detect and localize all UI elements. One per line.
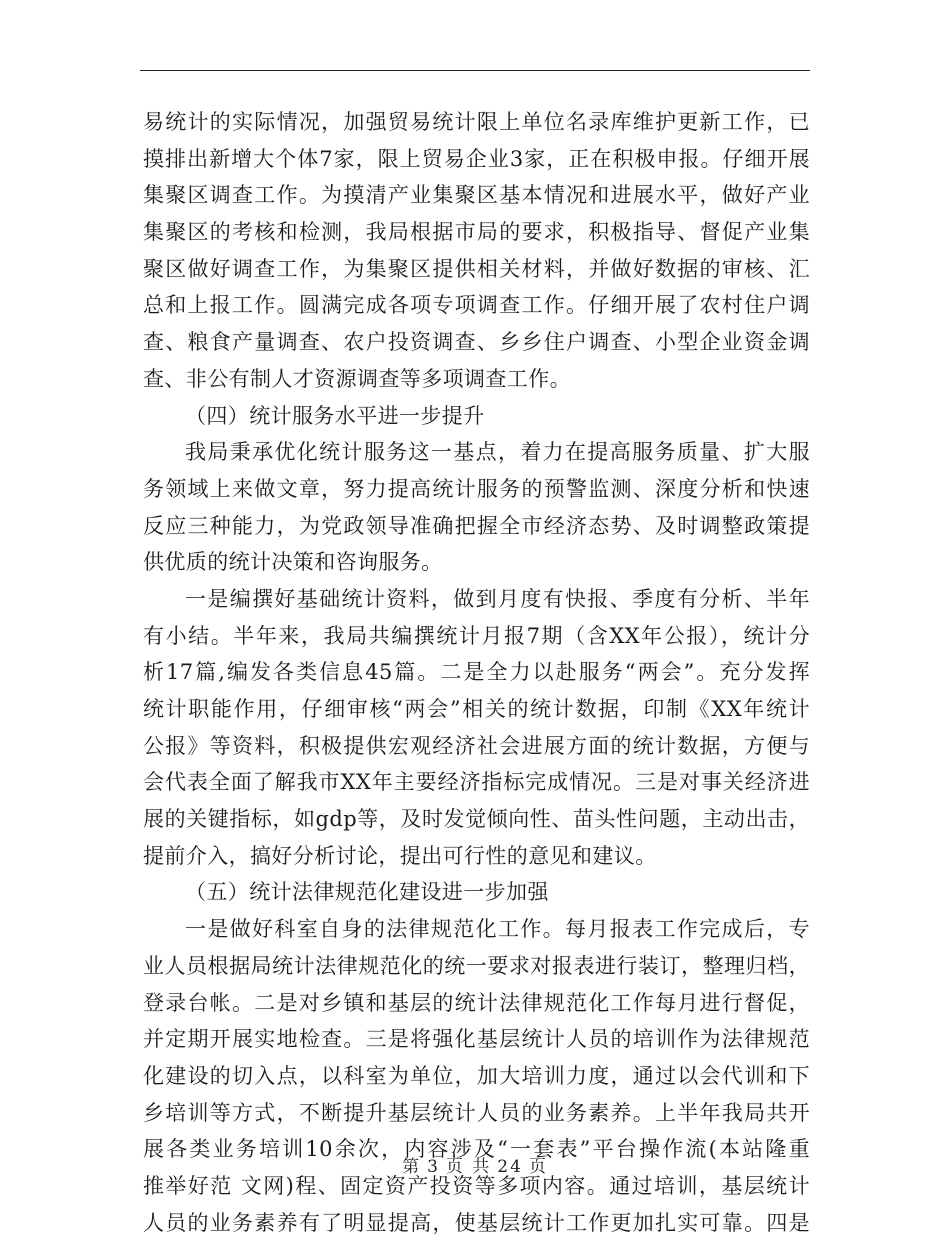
body-line: 反应三种能力，为党政领导准确把握全市经济态势、及时调整政策提 (143, 513, 810, 538)
footer-middle: 页 共 (445, 1157, 492, 1177)
footer-suffix: 页 (528, 1157, 548, 1177)
body-line: 提前介入，搞好分析讨论，提出可行性的意见和建议。 (143, 843, 657, 868)
body-line: 化建设的切入点，以科室为单位，加大培训力度，通过以会代训和下 (143, 1063, 810, 1088)
body-line: 易统计的实际情况，加强贸易统计限上单位名录库维护更新工作，已 (143, 110, 810, 134)
body-line: 聚区做好调查工作，为集聚区提供相关材料，并做好数据的审核、汇 (143, 256, 810, 281)
body-line: 展的关键指标，如gdp等，及时发觉倾向性、苗头性问题，主动出击， (143, 807, 810, 832)
header-rule (140, 70, 810, 71)
footer-prefix: 第 (402, 1157, 422, 1177)
body-line: 摸排出新增大个体7家，限上贸易企业3家，正在积极申报。仔细开展 (143, 146, 810, 171)
section-heading: （五）统计法律规范化建设进一步加强 (185, 880, 549, 905)
footer-total-pages: 24 (497, 1157, 523, 1177)
body-line: 人员的业务素养有了明显提高，使基层统计工作更加扎实可靠。四是 (143, 1210, 810, 1235)
body-line: 会代表全面了解我市XX年主要经济指标完成情况。三是对事关经济进 (143, 770, 810, 795)
body-line: 统计职能作用，仔细审核“两会”相关的统计数据，印制《XX年统计 (143, 697, 810, 721)
body-line: 总和上报工作。圆满完成各项专项调查工作。仔细开展了农村住户调 (143, 293, 810, 318)
footer-page-number: 3 (427, 1157, 440, 1177)
body-line: 一是编撰好基础统计资料，做到月度有快报、季度有分析、半年 (185, 586, 810, 611)
body-line: 展各类业务培训10余次，内容涉及“一套表”平台操作流(本站隆重 (143, 1137, 810, 1162)
body-line: 供优质的统计决策和咨询服务。 (143, 550, 443, 575)
body-line: 公报》等资料，积极提供宏观经济社会进展方面的统计数据，方便与 (143, 733, 810, 758)
document-body (143, 104, 810, 1241)
page-footer (0, 1152, 950, 1177)
body-line: 务领域上来做文章，努力提高统计服务的预警监测、深度分析和快速 (143, 476, 810, 501)
body-line: 查、非公有制人才资源调查等多项调查工作。 (143, 366, 571, 391)
body-line: 我局秉承优化统计服务这一基点，着力在提高服务质量、扩大服 (185, 440, 810, 465)
body-line: 集聚区的考核和检测，我局根据市局的要求，积极指导、督促产业集 (143, 220, 810, 245)
body-line: 一是做好科室自身的法律规范化工作。每月报表工作完成后，专 (185, 917, 810, 942)
body-line: 有小结。半年来，我局共编撰统计月报7期（含XX年公报），统计分 (143, 623, 810, 648)
body-line: 并定期开展实地检查。三是将强化基层统计人员的培训作为法律规范 (143, 1027, 810, 1052)
body-line: 推举好范 文网)程、固定资产投资等多项内容。通过培训，基层统计 (143, 1173, 810, 1198)
body-line: 登录台帐。二是对乡镇和基层的统计法律规范化工作每月进行督促， (143, 990, 810, 1015)
body-line: 集聚区调查工作。为摸清产业集聚区基本情况和进展水平，做好产业 (143, 183, 810, 208)
body-line: 业人员根据局统计法律规范化的统一要求对报表进行装订，整理归档， (143, 953, 810, 978)
body-line: 析17篇,编发各类信息45篇。二是全力以赴服务“两会”。充分发挥 (143, 660, 810, 685)
body-line: 查、粮食产量调查、农户投资调查、乡乡住户调查、小型企业资金调 (143, 330, 810, 355)
body-line: 乡培训等方式，不断提升基层统计人员的业务素养。上半年我局共开 (143, 1100, 810, 1125)
section-heading: （四）统计服务水平进一步提升 (185, 403, 485, 428)
